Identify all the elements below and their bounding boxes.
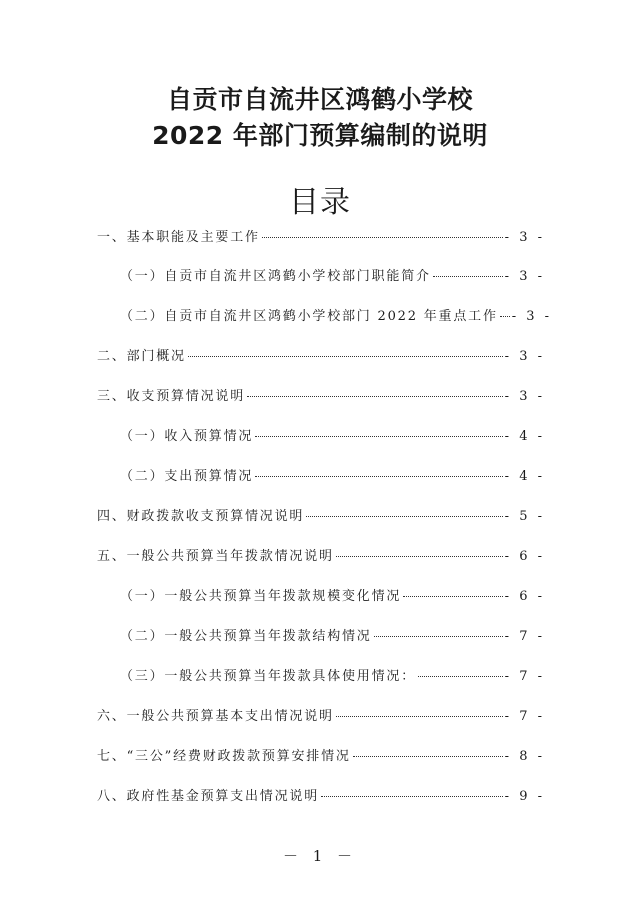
toc-entry-label: （一）收入预算情况 — [120, 429, 254, 444]
toc-entry-label: （一）自贡市自流井区鸿鹤小学校部门职能简介 — [120, 269, 431, 284]
toc-heading: 目录 — [289, 185, 351, 220]
toc-entry-page: - 3 - — [511, 309, 553, 324]
toc-dot-leader — [255, 436, 502, 437]
toc-entry-page: - 3 - — [504, 230, 545, 245]
toc-dot-leader — [500, 316, 510, 317]
toc-entry-label: （二）自贡市自流井区鸿鹤小学校部门 2022 年重点工作 — [120, 309, 498, 324]
toc-entry-8[interactable] — [97, 785, 545, 805]
toc-entry-label: （一）一般公共预算当年拨款规模变化情况 — [120, 589, 402, 604]
toc-entry-label: （二）一般公共预算当年拨款结构情况 — [120, 629, 372, 644]
toc-entry-7[interactable] — [97, 745, 545, 765]
toc-dot-leader — [247, 396, 503, 397]
toc-entry-4[interactable] — [97, 505, 545, 525]
toc-entry-2[interactable] — [97, 345, 545, 365]
toc-dot-leader — [336, 716, 503, 717]
toc-dot-leader — [321, 796, 503, 797]
toc-entry-3-2[interactable] — [120, 465, 545, 485]
toc-entry-page: - 3 - — [504, 349, 545, 364]
toc-entry-label: 四、财政拨款收支预算情况说明 — [97, 509, 305, 524]
toc-dot-leader — [353, 756, 503, 757]
toc-entry-label: 六、一般公共预算基本支出情况说明 — [97, 709, 334, 724]
toc-entry-label: （二）支出预算情况 — [120, 469, 254, 484]
toc-entry-6[interactable] — [97, 705, 545, 725]
toc-entry-3[interactable] — [97, 385, 545, 405]
toc-dot-leader — [418, 676, 503, 677]
toc-dot-leader — [262, 237, 503, 238]
toc-entry-label: 七、“三公”经费财政拨款预算安排情况 — [97, 749, 351, 764]
toc-dot-leader — [255, 476, 502, 477]
toc-entry-page: - 4 - — [504, 429, 545, 444]
toc-dot-leader — [403, 596, 502, 597]
toc-entry-5-1[interactable] — [120, 585, 545, 605]
toc-entry-label: 三、收支预算情况说明 — [97, 389, 246, 404]
toc-dot-leader — [433, 276, 503, 277]
toc-entry-page: - 7 - — [504, 669, 545, 684]
toc-entry-page: - 7 - — [504, 629, 545, 644]
page-number-footer: － 1 － — [282, 847, 358, 865]
document-title-line-2: 2022 年部门预算编制的说明 — [152, 121, 488, 150]
toc-entry-page: - 3 - — [504, 389, 545, 404]
toc-entry-1-1[interactable] — [120, 265, 545, 285]
toc-entry-page: - 3 - — [504, 269, 545, 284]
toc-entry-5-3[interactable] — [120, 665, 545, 685]
toc-entry-page: - 6 - — [504, 549, 545, 564]
toc-entry-page: - 6 - — [504, 589, 545, 604]
toc-entry-page: - 8 - — [504, 749, 545, 764]
toc-entry-label: 八、政府性基金预算支出情况说明 — [97, 789, 320, 804]
toc-entry-label: 二、部门概况 — [97, 349, 186, 364]
toc-entry-page: - 5 - — [504, 509, 545, 524]
toc-entry-1[interactable] — [97, 226, 545, 246]
document-title-line-1: 自贡市自流井区鸿鹤小学校 — [166, 85, 473, 114]
toc-entry-1-2[interactable] — [120, 305, 553, 325]
toc-entry-5-2[interactable] — [120, 625, 545, 645]
toc-dot-leader — [336, 556, 503, 557]
toc-entry-page: - 7 - — [504, 709, 545, 724]
toc-entry-page: - 9 - — [504, 789, 545, 804]
toc-entry-label: （三）一般公共预算当年拨款具体使用情况： — [120, 669, 417, 684]
toc-entry-5[interactable] — [97, 545, 545, 565]
toc-dot-leader — [306, 516, 502, 517]
toc-entry-3-1[interactable] — [120, 425, 545, 445]
toc-entry-page: - 4 - — [504, 469, 545, 484]
toc-entry-label: 一、基本职能及主要工作 — [97, 230, 260, 245]
toc-entry-label: 五、一般公共预算当年拨款情况说明 — [97, 549, 334, 564]
toc-dot-leader — [374, 636, 503, 637]
toc-dot-leader — [188, 356, 503, 357]
